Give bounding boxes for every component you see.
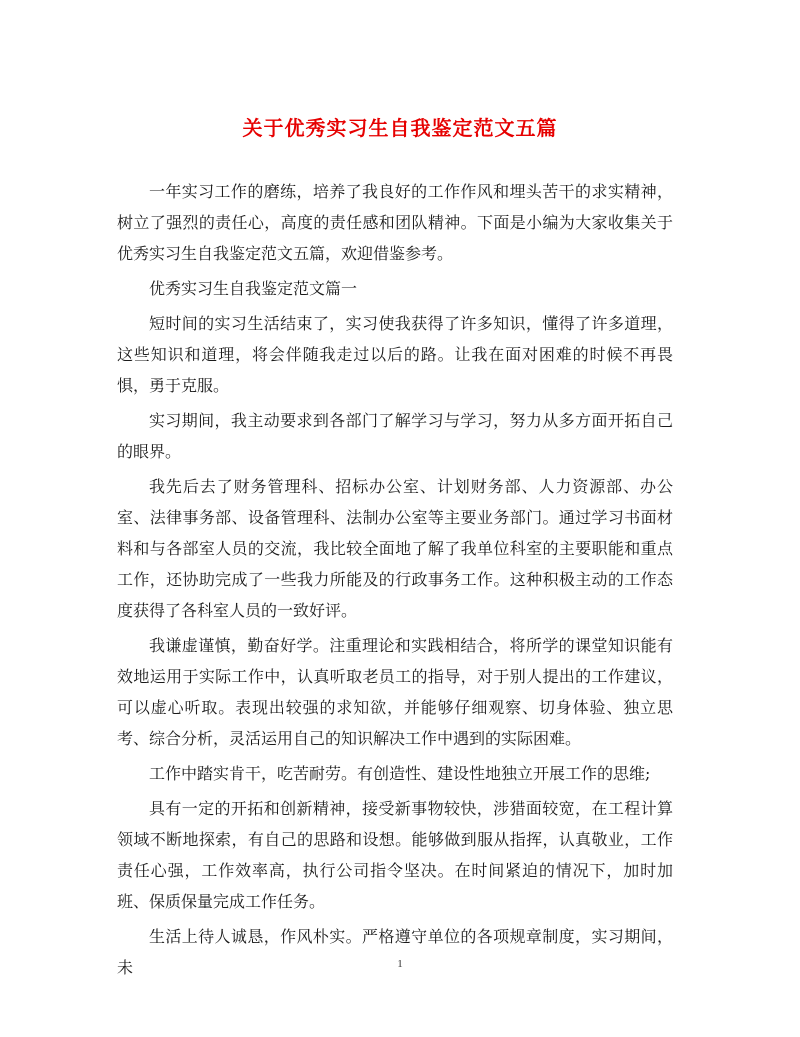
body-paragraph: 短时间的实习生活结束了，实习使我获得了许多知识，懂得了许多道理，这些知识和道理，将会伴随我走过以后的路。让我在面对困难的时候不再畏惧，勇于克服。 xyxy=(117,314,673,395)
document-body xyxy=(117,176,673,987)
body-paragraph: 具有一定的开拓和创新精神，接受新事物较快，涉猎面较宽，在工程计算领域不断地探索，有自己的思路和设想。能够做到服从指挥，认真敬业，工作责任心强，工作效率高，执行公司指令坚决。在时间紧迫的情况下，加时加班、保质保量完成工作任务。 xyxy=(117,799,673,911)
body-paragraph: 生活上待人诚恳，作风朴实。严格遵守单位的各项规章制度，实习期间，未 xyxy=(117,927,673,977)
body-paragraph: 我先后去了财务管理科、招标办公室、计划财务部、人力资源部、办公室、法律事务部、设备管理科、法制办公室等主要业务部门。通过学习书面材料和与各部室人员的交流，我比较全面地了解了我单位科室的主要职能和重点工作，还协助完成了一些我力所能及的行政事务工作。这种积极主动的工作态度获得了各科室人员的一致好评。 xyxy=(117,477,673,620)
section-heading: 优秀实习生自我鉴定范文篇一 xyxy=(149,279,358,298)
body-paragraph: 工作中踏实肯干，吃苦耐劳。有创造性、建设性地独立开展工作的思维; xyxy=(149,764,651,783)
body-paragraph: 实习期间，我主动要求到各部门了解学习与学习，努力从多方面开拓自己的眼界。 xyxy=(117,411,673,461)
intro-paragraph: 一年实习工作的磨练，培养了我良好的工作作风和埋头苦干的求实精神，树立了强烈的责任心，高度的责任感和团队精神。下面是小编为大家收集关于优秀实习生自我鉴定范文五篇，欢迎借鉴参考。 xyxy=(117,182,673,263)
body-paragraph: 我谦虚谨慎，勤奋好学。注重理论和实践相结合，将所学的课堂知识能有效地运用于实际工作中，认真听取老员工的指导，对于别人提出的工作建议，可以虚心听取。表现出较强的求知欲，并能够仔细观察、切身体验、独立思考、综合分析，灵活运用自己的知识解决工作中遇到的实际困难。 xyxy=(117,636,673,748)
page-number: 1 xyxy=(397,958,403,970)
document-title: 关于优秀实习生自我鉴定范文五篇 xyxy=(242,116,558,140)
